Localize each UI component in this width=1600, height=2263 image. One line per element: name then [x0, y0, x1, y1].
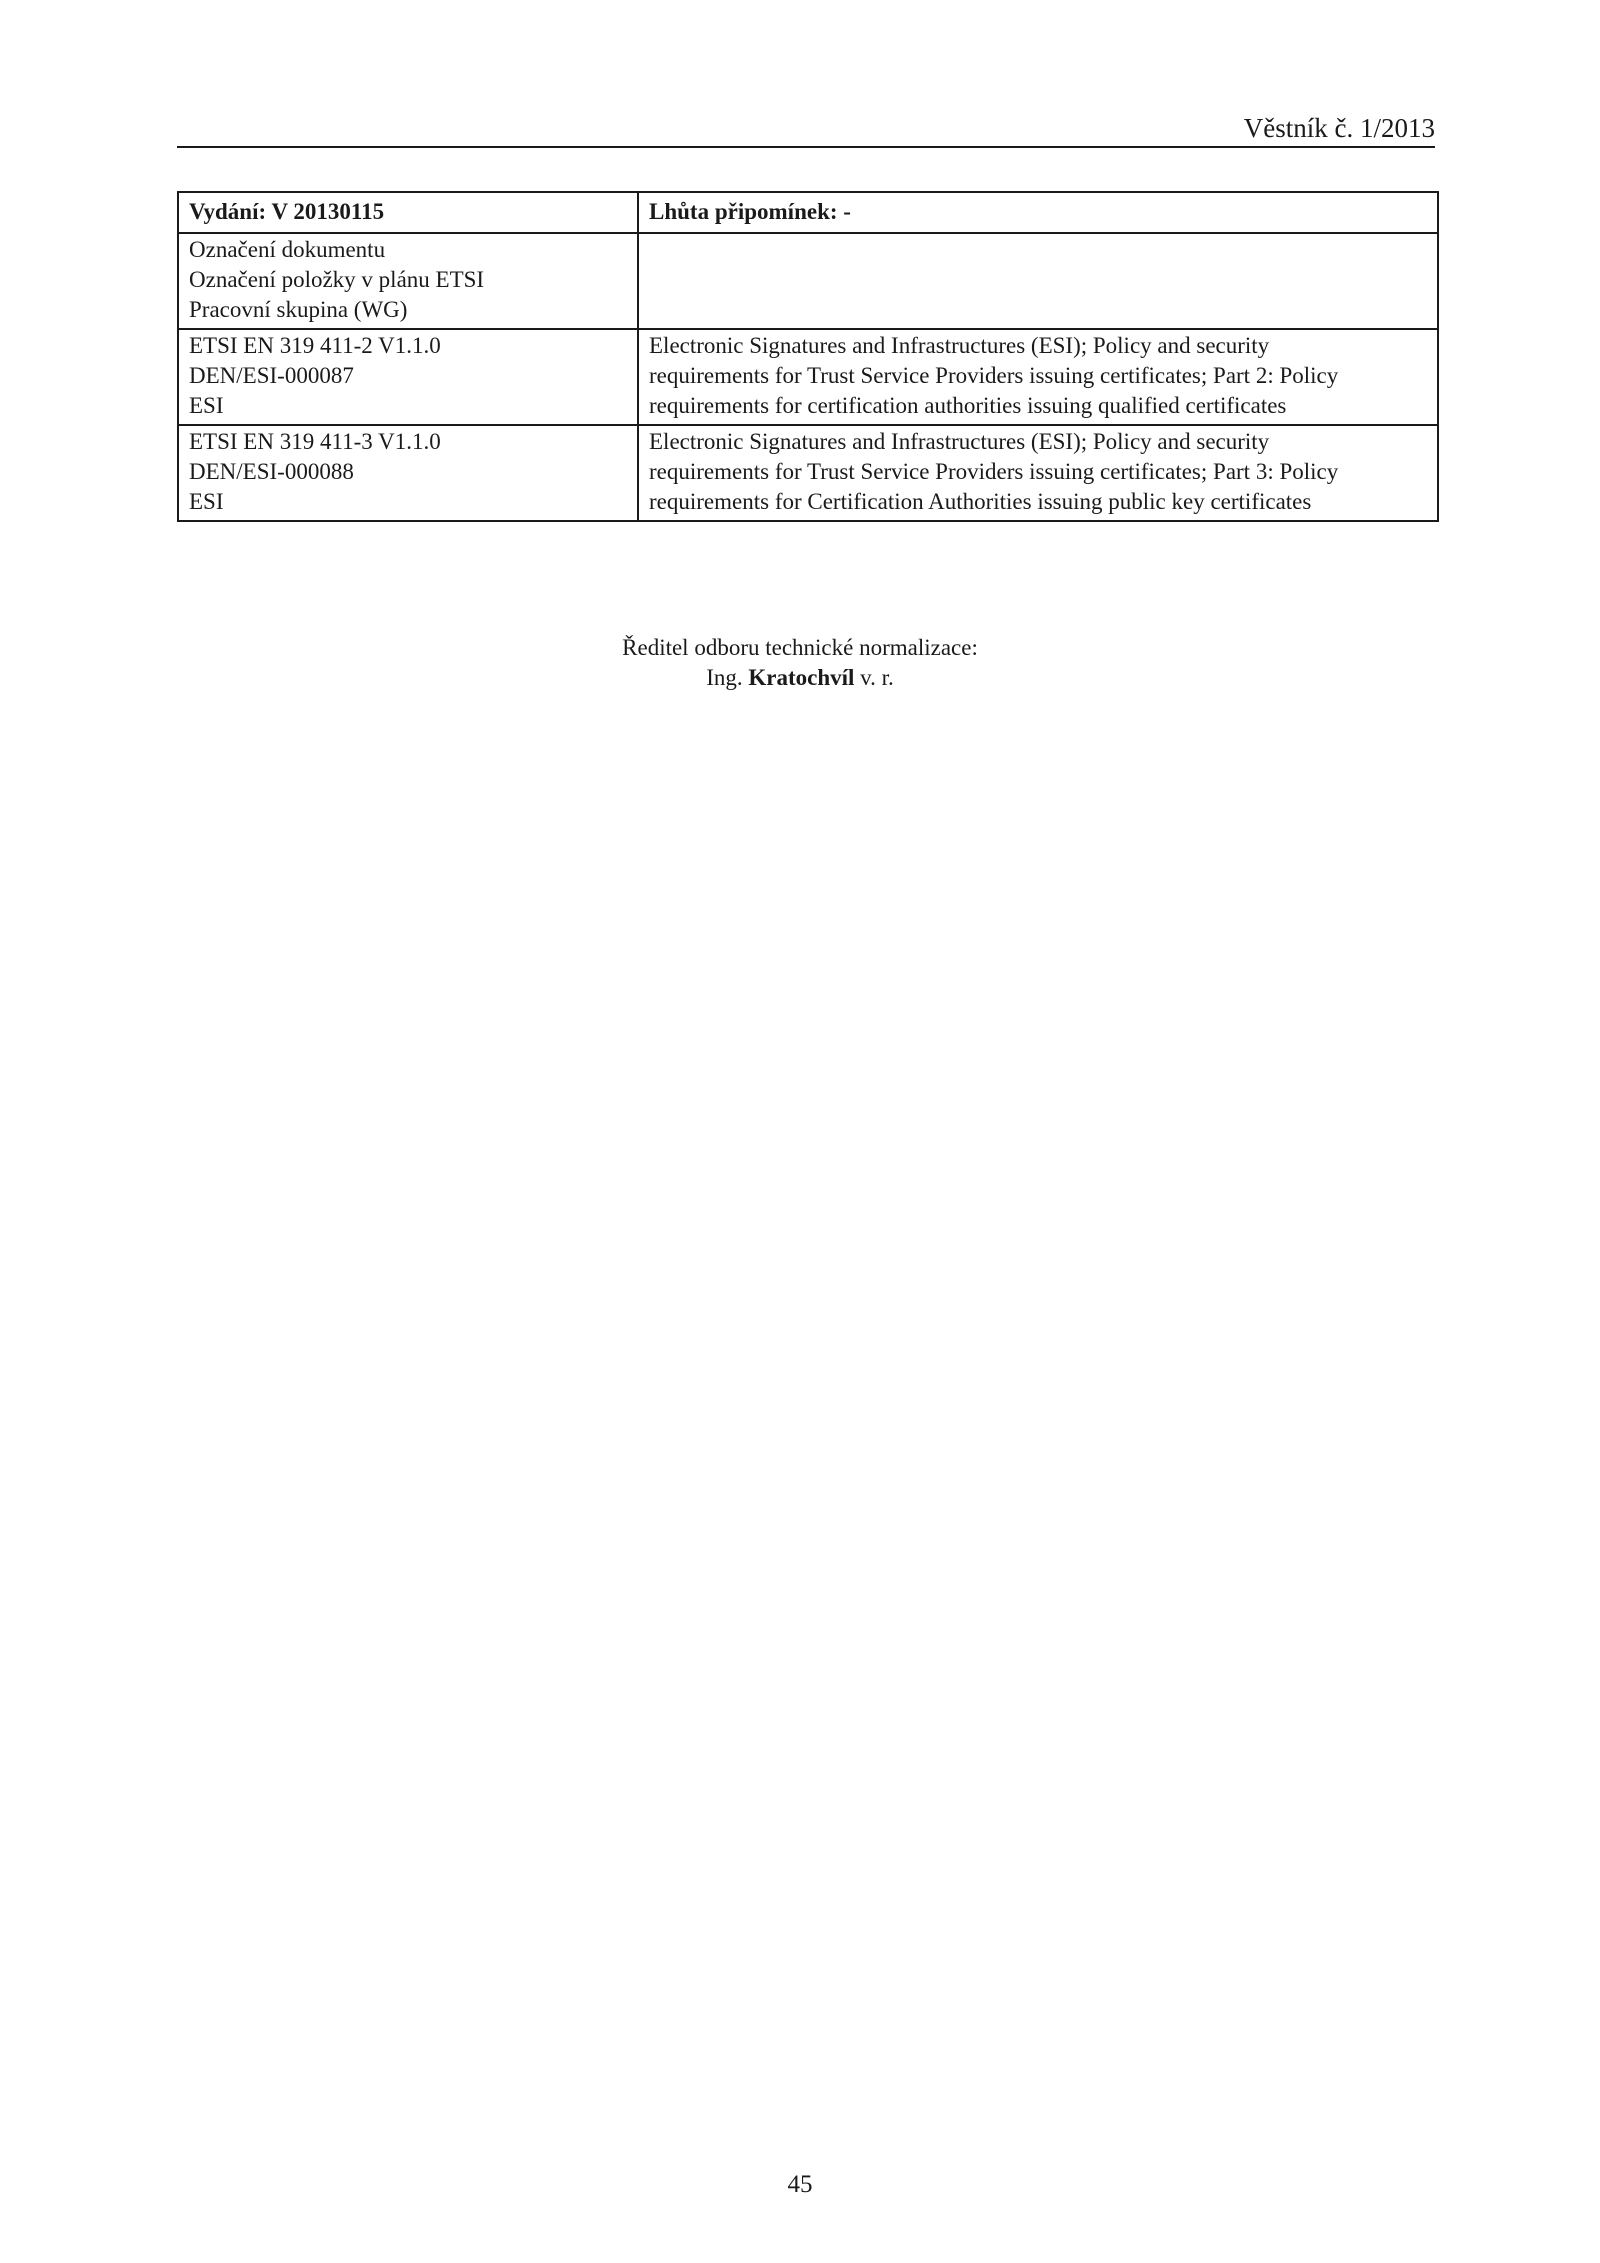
document-id-cell [178, 425, 638, 521]
standards-table [177, 191, 1439, 522]
table-row [178, 425, 1438, 521]
work-item-code: DEN/ESI-000088 [189, 459, 354, 484]
signatory-prefix: Ing. [706, 665, 743, 690]
signature-block [0, 633, 1600, 693]
signatory-line [0, 663, 1600, 693]
working-group: ESI [189, 393, 224, 418]
document-title-line: requirements for Certification Authorities issuing public key certificates [649, 489, 1312, 514]
document-designation: ETSI EN 319 411-3 V1.1.0 [189, 429, 441, 454]
table-row [178, 329, 1438, 425]
document-title-line: Electronic Signatures and Infrastructures (ESI); Policy and security [649, 333, 1270, 358]
bulletin-title: Věstník č. 1/2013 [1243, 113, 1435, 143]
document-title-line: requirements for Trust Service Providers issuing certificates; Part 3: Policy [649, 459, 1339, 484]
legend-cell [178, 233, 638, 329]
legend-line: Pracovní skupina (WG) [189, 297, 408, 322]
legend-empty-cell [638, 233, 1438, 329]
document-title-line: Electronic Signatures and Infrastructures (ESI); Policy and security [649, 429, 1270, 454]
issue-label: Vydání: V 20130115 [178, 192, 638, 233]
document-designation: ETSI EN 319 411-2 V1.1.0 [189, 333, 441, 358]
document-title-line: requirements for Trust Service Providers issuing certificates; Part 2: Policy [649, 363, 1339, 388]
legend-line: Označení dokumentu [189, 237, 386, 262]
header-divider [177, 146, 1435, 148]
document-title-cell [638, 425, 1438, 521]
document-title-cell [638, 329, 1438, 425]
page-number: 45 [787, 2171, 813, 2198]
comment-deadline-label: Lhůta připomínek: - [638, 192, 1438, 233]
signatory-role: Ředitel odboru technické normalizace: [622, 635, 978, 660]
signatory-suffix: v. r. [860, 665, 894, 690]
document-id-cell [178, 329, 638, 425]
work-item-code: DEN/ESI-000087 [189, 363, 354, 388]
table-header-row [178, 192, 1438, 233]
document-title-line: requirements for certification authorities issuing qualified certificates [649, 393, 1287, 418]
signatory-name: Kratochvíl [748, 665, 855, 690]
working-group: ESI [189, 489, 224, 514]
legend-line: Označení položky v plánu ETSI [189, 267, 485, 292]
table-legend-row [178, 233, 1438, 329]
